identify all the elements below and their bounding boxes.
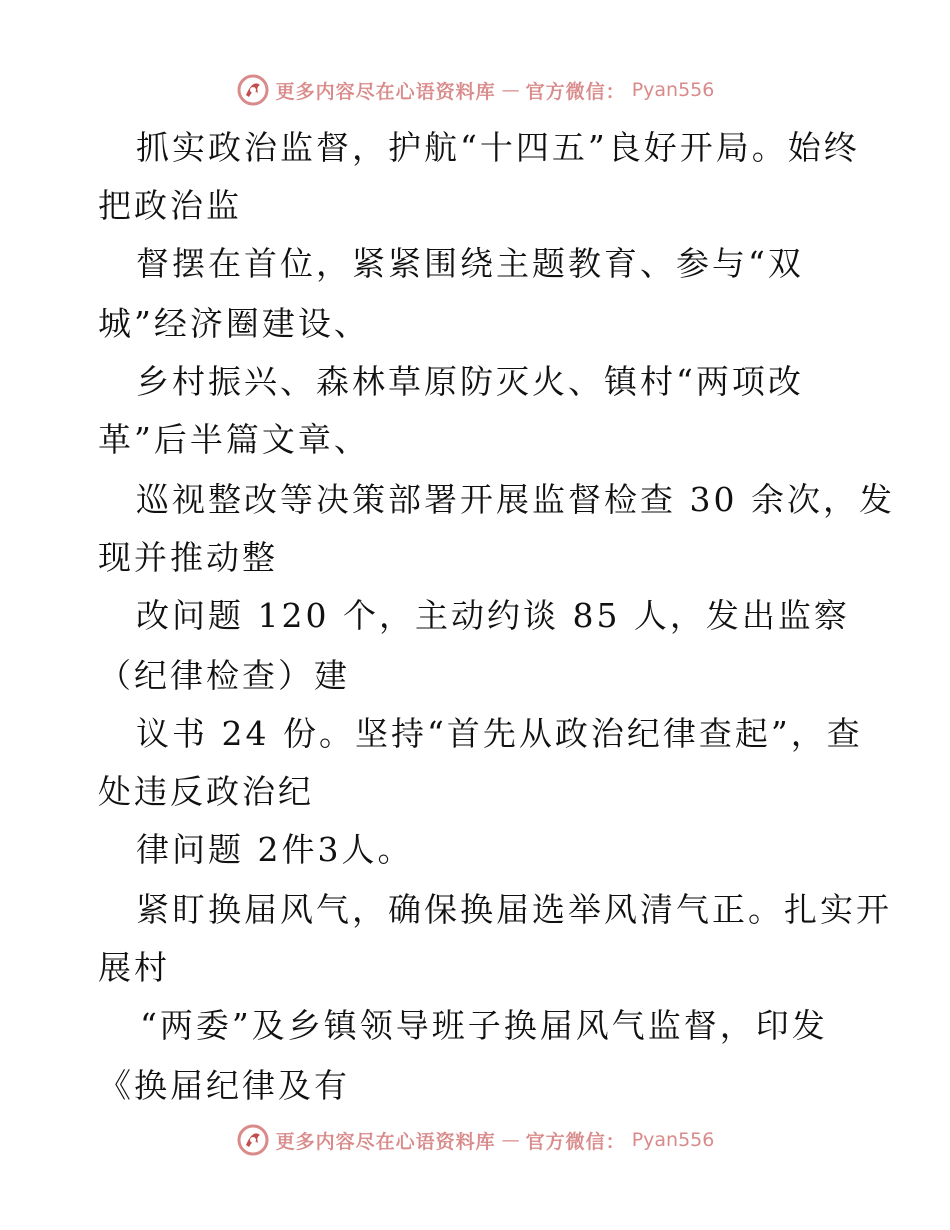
text-line: 革”后半篇文章、 (98, 420, 370, 459)
watermark-wechat-id: Pyan556 (631, 79, 715, 101)
text-line: 督摆在首位，紧紧围绕主题教育、参与“双 (136, 244, 804, 283)
text-line: 把政治监 (98, 186, 242, 225)
text-line: 展村 (98, 948, 170, 987)
text-line: 律问题 2件3人。 (136, 830, 414, 869)
text-line: 抓实政治监督，护航“十四五”良好开局。始终 (136, 128, 860, 167)
text-line: “两委”及乡镇领导班子换届风气监督，印发 (140, 1006, 828, 1045)
watermark-wechat-id: Pyan556 (631, 1129, 715, 1151)
text-line: 《换届纪律及有 (98, 1066, 350, 1105)
flame-wine-logo-icon (236, 73, 270, 107)
text-line: 处违反政治纪 (98, 772, 314, 811)
watermark-dash: — (501, 79, 520, 101)
text-line: 乡村振兴、森林草原防灭火、镇村“两项改 (136, 362, 804, 401)
text-line: 现并推动整 (98, 538, 278, 577)
flame-wine-logo-icon (236, 1123, 270, 1157)
watermark-site-text: 更多内容尽在心语资料库 (275, 80, 496, 103)
watermark-official-label: 官方微信： (525, 1130, 626, 1153)
text-line: 议书 24 份。坚持“首先从政治纪律查起”，查 (136, 714, 863, 753)
watermark-site-text: 更多内容尽在心语资料库 (275, 1130, 496, 1153)
text-line: 城”经济圈建设、 (98, 304, 370, 343)
text-line: 巡视整改等决策部署开展监督检查 30 余次，发 (136, 480, 895, 519)
header-watermark (0, 70, 950, 110)
text-line: 紧盯换届风气，确保换届选举风清气正。扎实开 (136, 890, 892, 929)
footer-watermark (0, 1120, 950, 1160)
watermark-dash: — (501, 1129, 520, 1151)
text-line: 改问题 120 个，主动约谈 85 人，发出监察 (136, 596, 850, 635)
text-line: （纪律检查）建 (98, 656, 350, 695)
watermark-official-label: 官方微信： (525, 80, 626, 103)
